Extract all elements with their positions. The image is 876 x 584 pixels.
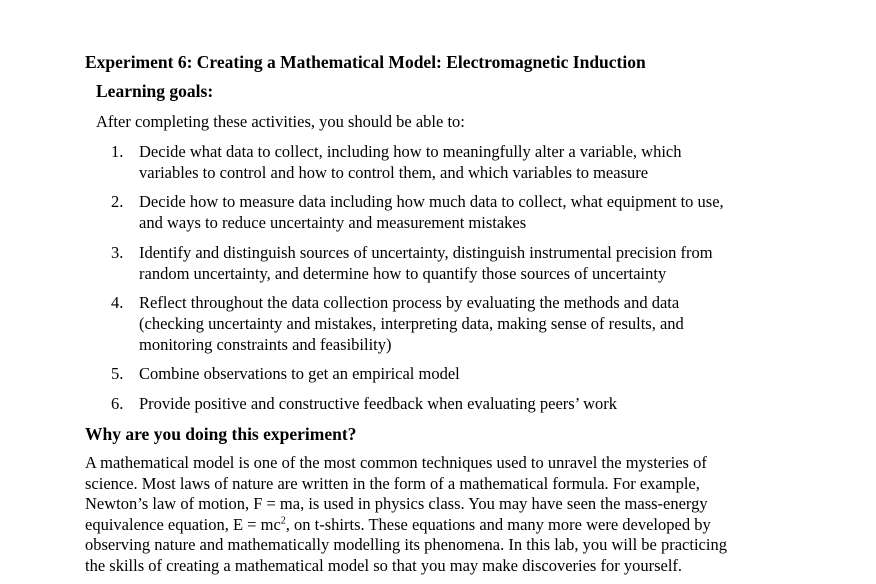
list-number: 1. (111, 142, 124, 161)
equation-text: equivalence equation, E = mc (85, 514, 281, 534)
text-line: Newton’s law of motion, F = ma, is used in physics class. You may have seen the mass-energy (85, 494, 708, 513)
list-number: 6. (111, 394, 124, 413)
text-line (85, 515, 727, 536)
text-line: variables to control and how to control them, and which variables to measure (139, 163, 649, 182)
text-line: Provide positive and constructive feedback when evaluating peers’ work (139, 394, 618, 413)
list-number: 2. (111, 192, 124, 211)
body-paragraph (85, 453, 727, 576)
learning-goal-text (139, 191, 799, 233)
list-number: 4. (111, 293, 124, 312)
learning-goal-text (139, 141, 799, 183)
text-line: Identify and distinguish sources of uncertainty, distinguish instrumental precision from (139, 243, 713, 262)
text-line: random uncertainty, and determine how to quantify those sources of uncertainty (139, 264, 667, 283)
text-line: science. Most laws of nature are written in the form of a mathematical formula. For example, (85, 473, 700, 493)
text-line: Combine observations to get an empirical model (139, 364, 460, 383)
learning-goal-text (139, 393, 799, 414)
learning-goals-heading: Learning goals: (96, 81, 214, 101)
list-number: 5. (111, 364, 124, 383)
learning-goals-intro: After completing these activities, you should be able to: (96, 112, 465, 131)
list-number: 3. (111, 243, 124, 262)
learning-goal-text (139, 242, 799, 284)
document-title: Experiment 6: Creating a Mathematical Model: Electromagnetic Induction (85, 52, 646, 72)
superscript-exponent: 2 (280, 515, 286, 526)
learning-goal-text (139, 363, 799, 384)
text-line: Reflect throughout the data collection process by evaluating the methods and data (139, 293, 680, 312)
learning-goal-text (139, 292, 799, 355)
text-line: Decide what data to collect, including how to meaningfully alter a variable, which (139, 142, 682, 161)
why-heading: Why are you doing this experiment? (85, 424, 357, 444)
text-line: the skills of creating a mathematical model so that you may make discoveries for yourself. (85, 555, 683, 575)
text-segment: , on t-shirts. These equations and many more were developed by (285, 514, 711, 534)
text-line: and ways to reduce uncertainty and measurement mistakes (139, 213, 527, 232)
text-line: monitoring constraints and feasibility) (139, 335, 392, 354)
text-line: A mathematical model is one of the most common techniques used to unravel the mysteries of (85, 453, 707, 472)
text-line: Decide how to measure data including how much data to collect, what equipment to use, (139, 192, 724, 211)
text-line: (checking uncertainty and mistakes, interpreting data, making sense of results, and (139, 314, 684, 333)
text-line: observing nature and mathematically modelling its phenomena. In this lab, you will be practicing (85, 535, 727, 554)
